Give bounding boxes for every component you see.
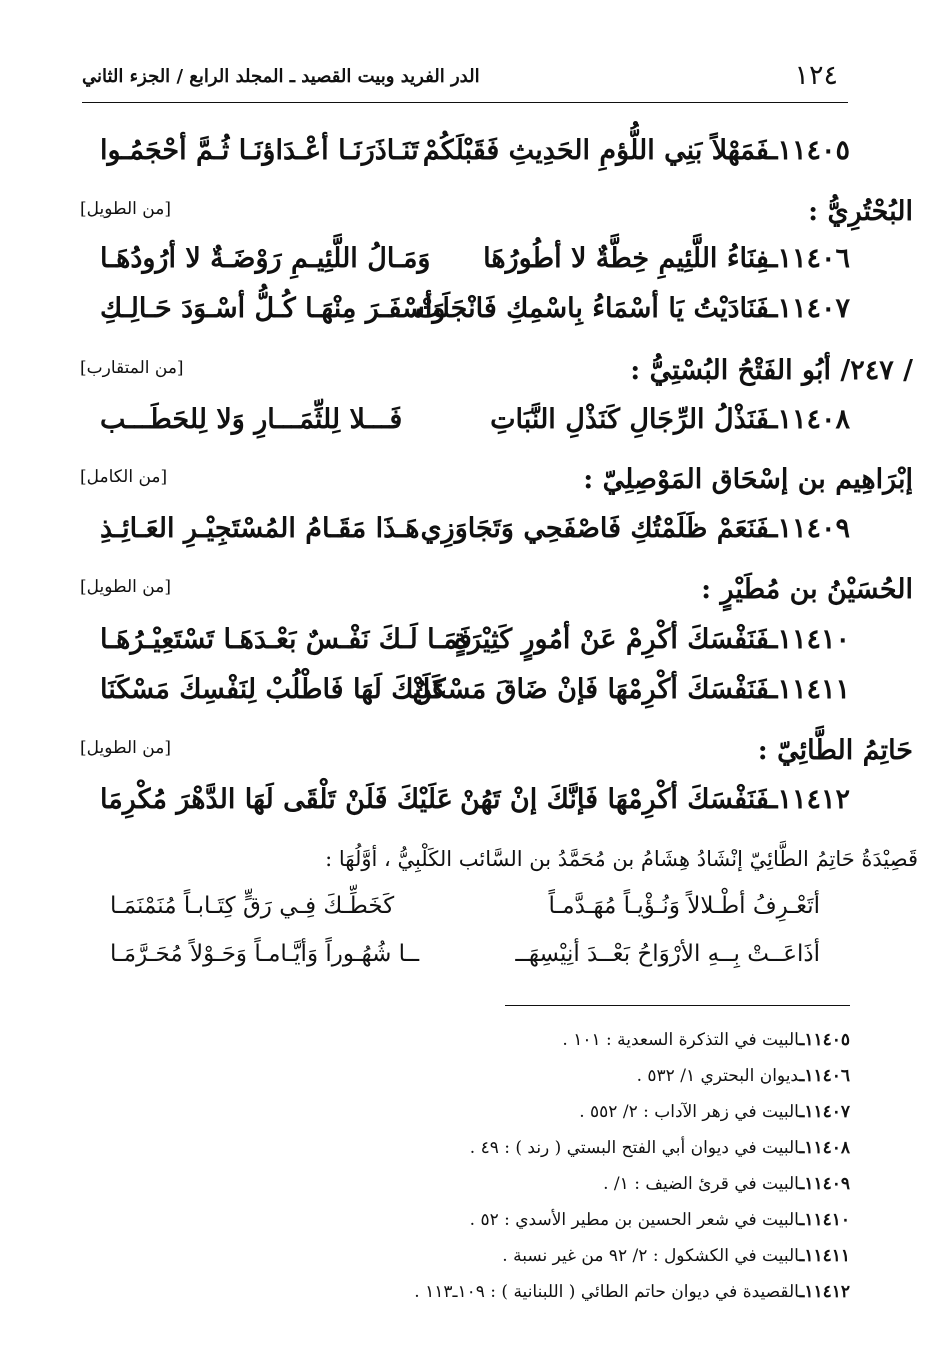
- footnote: ١١٤٠٥ـالبيت في التذكرة السعدية : ١٠١ .: [562, 1030, 850, 1050]
- verse-first-hemistich: ١١٤١١ـفَنَفْسَكَ أكْرِمْهَا فَإنْ ضَاقَ مَسْكَنٌ: [412, 674, 850, 705]
- verse-row: [100, 784, 850, 830]
- verse-row: [100, 624, 850, 670]
- verse-second-hemistich: كَخَطِّـكَ فِـي رَقٍّ كِتَـابـاً مُنَمْنَمَـا: [110, 893, 395, 919]
- running-title: الدر الفريد وبيت القصيد ـ المجلد الرابع / الجزء الثاني: [82, 66, 480, 87]
- verse-row: [100, 243, 850, 289]
- verse-number: ١١٤١٢ـ: [769, 784, 850, 815]
- quoted-verse-row: [110, 941, 820, 987]
- footnote-number: ١١٤٠٥ـ: [799, 1030, 850, 1050]
- verse-first-hemistich: ١١٤٠٧ـفَنَادَيْتُ يَا أسْمَاءُ بِاسْمِكِ فَانْجَلَتْ: [415, 293, 850, 324]
- verse-second-hemistich: عَلَيْكَ فَلَنْ تَلْقَى لَهَا الدَّهْرَ مُكْرِمَا: [100, 784, 453, 815]
- qasida-intro: قَصِيْدَةُ حَاتِمُ الطَّائِيّ إنْشَادُ هِشَامُ بن مُحَمَّدُ بن السَّائب الكَلْبِيُّ ، أوَّلُهَا :: [325, 847, 918, 871]
- verse-second-hemistich: هَـذَا مَقَـامُ المُسْتَجِيْـرِ العَـائِـذِ: [100, 513, 420, 544]
- verse-second-hemistich: وَأسْفَـرَ مِنْهَـا كُـلُّ أسْـوَدَ حَـالِـكِ: [100, 293, 446, 324]
- verse-first-hemistich: ١١٤٠٩ـفَنَعَمْ ظَلَمْتُكِ فَاصْفَحِي وَتَجَاوَزِي: [420, 513, 850, 544]
- verse-second-hemistich: عَلَيْكَ لَهَا فَاطْلُبْ لِنَفْسِكَ مَسْكَنَا: [100, 674, 448, 705]
- verse-first-hemistich: ١١٤١٠ـفَنَفْسَكَ أكْرِمْ عَنْ أمُورٍ كَثِيْرَةٍ: [453, 624, 850, 655]
- footnote: ١١٤٠٧ـالبيت في زهر الآداب : ٢/ ٥٥٢ .: [579, 1102, 850, 1122]
- verse-number: ١١٤٠٥ـ: [769, 135, 850, 166]
- verse-second-hemistich: فَمَـا لَـكَ نَفْـسٌ بَعْـدَهَـا تَسْتَعِيْـرُهَـا: [100, 624, 472, 655]
- verse-number: ١١٤٠٧ـ: [769, 293, 850, 324]
- meter-label: [من الطويل]: [80, 738, 171, 758]
- poet-name: حَاتِمُ الطَّائِيّ :: [757, 735, 913, 766]
- verse-number: ١١٤٠٩ـ: [769, 513, 850, 544]
- footnote: ١١٤١٠ـالبيت في شعر الحسين بن مطير الأسدي : ٥٢ .: [469, 1210, 850, 1230]
- verse-row: [100, 293, 850, 339]
- verse-second-hemistich: تَنَـاذَرَنَـا أعْـدَاؤنَـا ثُـمَّ أحْجَمُـوا: [100, 135, 419, 166]
- footnote-number: ١١٤٠٩ـ: [799, 1174, 850, 1194]
- meter-label: [من الطويل]: [80, 577, 171, 597]
- verse-first-hemistich: أتَعْـرِفُ أطْـلالاً وَنُـؤْيـاً مُهَـدَّمـاً: [548, 893, 820, 919]
- poet-name: البُحْتُرِيُّ :: [808, 196, 913, 227]
- verse-row: [100, 404, 850, 450]
- footnote-number: ١١٤٠٧ـ: [799, 1102, 850, 1122]
- verse-number: ١١٤١٠ـ: [769, 624, 850, 655]
- poet-name: الحُسَيْنُ بن مُطَيْرٍ :: [701, 574, 913, 605]
- poet-name: إبْرَاهِيم بن إسْحَاق المَوْصِلِيّ :: [583, 464, 913, 495]
- verse-first-hemistich: ١١٤٠٨ـفَنَذْلُ الرِّجَالِ كَنَذْلِ النَّبَاتِ: [490, 404, 850, 435]
- footnote-rule: [505, 1005, 850, 1006]
- running-header: [82, 58, 848, 98]
- verse-row: [100, 674, 850, 720]
- footnote-number: ١١٤١٢ـ: [799, 1282, 850, 1302]
- poet-name: / ٢٤٧/ أبُو الفَتْحُ البُسْتِيُّ :: [630, 355, 913, 386]
- verse-second-hemistich: فَـــلا لِلثِّمَـــارِ وَلا لِلحَطَـــب: [100, 404, 403, 435]
- footnote: ١١٤١٢ـالقصيدة في ديوان حاتم الطائي ( اللبنانية ) : ١٠٩ـ١١٣ .: [414, 1282, 850, 1302]
- footnote-number: ١١٤٠٦ـ: [799, 1066, 850, 1086]
- verse-first-hemistich: أذَاعَــتْ بِــهِ الأرْوَاحُ بَعْــدَ أنِيْسِهَــ: [515, 941, 820, 967]
- verse-number: ١١٤٠٨ـ: [769, 404, 850, 435]
- verse-second-hemistich: وَمَـالُ اللَّئِيـمِ رَوْضَـةٌ لا أرُودُهَـا: [100, 243, 431, 274]
- quoted-verse-row: [110, 893, 820, 939]
- meter-label: [من الكامل]: [80, 467, 168, 487]
- footnote: ١١٤٠٦ـديوان البحتري ١/ ٥٣٢ .: [636, 1066, 850, 1086]
- verse-first-hemistich: ١١٤٠٦ـفِنَاءُ اللَّئِيمِ خِطَّةٌ لا أطُورُهَا: [483, 243, 850, 274]
- footnote: ١١٤٠٨ـالبيت في ديوان أبي الفتح البستي ( رند ) : ٤٩ .: [469, 1138, 850, 1158]
- page-number: ١٢٤: [794, 60, 838, 91]
- meter-label: [من المتقارب]: [80, 358, 184, 378]
- footnote-number: ١١٤٠٨ـ: [799, 1138, 850, 1158]
- verse-second-hemistich: ــا شُهُـوراً وَأيَّـامـاً وَحَـوْلاً مُحَـرَّمَـا: [110, 941, 420, 967]
- footnote: ١١٤١١ـالبيت في الكشكول : ٢/ ٩٢ من غير نسبة .: [502, 1246, 850, 1266]
- header-rule: [82, 102, 848, 103]
- footnote-number: ١١٤١١ـ: [799, 1246, 850, 1266]
- footnote-number: ١١٤١٠ـ: [799, 1210, 850, 1230]
- verse-first-hemistich: ١١٤٠٥ـفَمَهْلاً بَنِي اللُّؤمِ الحَدِيثِ فَقَبْلَكُمْ: [422, 135, 850, 166]
- footnote: ١١٤٠٩ـالبيت في قرئ الضيف : ١/ .: [603, 1174, 850, 1194]
- verse-number: ١١٤٠٦ـ: [769, 243, 850, 274]
- verse-first-hemistich: ١١٤١٢ـفَنَفْسَكَ أكْرِمْهَا فَإنَّكَ إنْ تَهُنْ: [460, 784, 850, 815]
- meter-label: [من الطويل]: [80, 199, 171, 219]
- verse-row: [100, 513, 850, 559]
- verse-number: ١١٤١١ـ: [769, 674, 850, 705]
- verse-row: [100, 135, 850, 181]
